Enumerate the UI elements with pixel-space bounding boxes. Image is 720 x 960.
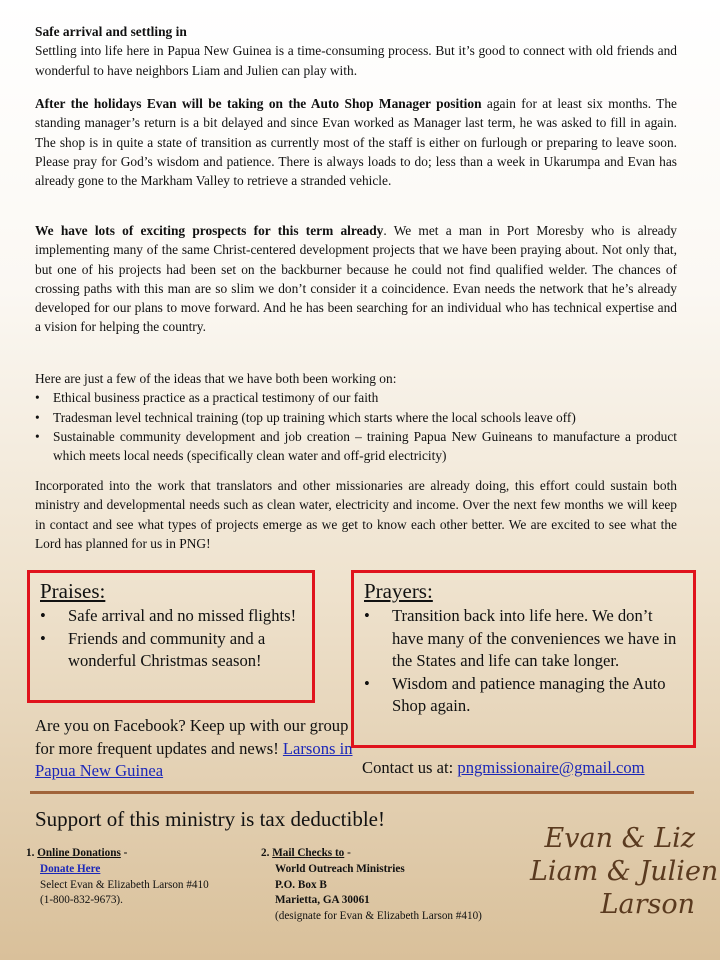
praises-title: Praises: xyxy=(40,579,106,603)
list-item: • Sustainable community development and job creation – training Papua New Guineans to manufacture a product which meets local needs (specifically clean water and off-grid electricity) xyxy=(35,427,677,466)
signature-line: Evan & Liz xyxy=(544,823,695,854)
support-heading: Support of this ministry is tax deductible! xyxy=(35,807,385,831)
section-ideas xyxy=(35,369,677,465)
mail-box: P.O. Box B xyxy=(275,878,327,891)
list-item: • Tradesman level technical training (top up training which starts where the local schools leave off) xyxy=(35,408,677,427)
facebook-callout xyxy=(35,715,355,783)
section-text: . We met a man in Port Moresby who is already implementing many of the same Christ-centered development projects that we have been praying about. Not only that, but one of his projects had been set on the backburner because he could not find qualified welder. The chances of crossing paths with this man are so slim we don’t consider it a coincidence. Evan needs the network that he’s already developed for our plans to move forward. And he has been searching for an individual who has technical expertise and a vision for helping the country. xyxy=(35,223,677,335)
donation-line: Select Evan & Elizabeth Larson #410 xyxy=(40,878,209,891)
list-item: • Ethical business practice as a practical testimony of our faith xyxy=(35,388,677,407)
prayers-box xyxy=(351,570,696,748)
mail-title: Mail Checks to xyxy=(272,847,345,859)
email-link[interactable]: pngmissionaire@gmail.com xyxy=(457,758,645,777)
list-item: • Transition back into life here. We don’t have many of the conveniences we have in the States and life can take longer. xyxy=(354,605,693,673)
mail-number: 2. xyxy=(261,847,270,859)
mail-designate: (designate for Evan & Elizabeth Larson #410) xyxy=(275,910,482,923)
donation-dash: - xyxy=(120,847,128,859)
prayers-list xyxy=(354,605,693,718)
donation-title: Online Donations xyxy=(37,847,121,859)
facebook-group-link[interactable]: Larsons in Papua New Guinea xyxy=(35,738,353,781)
section-text: Settling into life here in Papua New Guinea is a time-consuming process. But it’s good to connect with old friends and wonderful to have neighbors Liam and Julien can play with. xyxy=(35,43,677,78)
section-settling xyxy=(35,22,677,80)
prayers-title: Prayers: xyxy=(364,579,433,603)
praises-list xyxy=(30,605,312,673)
section-prospects xyxy=(35,221,677,337)
online-donations xyxy=(26,846,256,909)
section-lead: After the holidays Evan will be taking on the Auto Shop Manager position xyxy=(35,96,482,111)
mail-dash: - xyxy=(344,847,351,859)
list-item: • Friends and community and a wonderful Christmas season! xyxy=(30,628,312,673)
list-item: • Safe arrival and no missed flights! xyxy=(30,605,312,628)
section-closing: Incorporated into the work that translators and other missionaries are already doing, this effort could sustain both ministry and developmental needs such as clean water, electricity and income. Over the next few months we will keep in contact and see what types of projects emerge as we get to know each other better. We are excited to see what the Lord has planned for us in PNG! xyxy=(35,478,677,551)
mail-checks xyxy=(261,846,551,925)
ideas-list xyxy=(35,388,677,465)
contact-line xyxy=(362,757,645,779)
ideas-intro: Here are just a few of the ideas that we have both been working on: xyxy=(35,371,397,386)
list-item: • Wisdom and patience managing the Auto Shop again. xyxy=(354,673,693,718)
facebook-text: Are you on Facebook? Keep up with our group for more frequent updates and news! xyxy=(35,716,349,758)
praises-box xyxy=(27,570,315,703)
signature-line: Larson xyxy=(600,889,695,920)
mail-org: World Outreach Ministries xyxy=(275,862,405,875)
contact-label: Contact us at: xyxy=(362,758,458,777)
mail-city: Marietta, GA 30061 xyxy=(275,894,370,907)
section-heading: Safe arrival and settling in xyxy=(35,24,187,39)
section-lead: We have lots of exciting prospects for this term already xyxy=(35,223,384,238)
family-signature xyxy=(530,822,719,921)
donation-phone: (1-800-832-9673). xyxy=(40,894,123,907)
section-auto-shop xyxy=(35,94,677,190)
section-divider xyxy=(30,791,694,794)
section-text: again for at least six months. The standing manager’s return is a bit delayed and since Evan worked as Manager last term, he was asked to fill in again. The shop is in quite a state of transition as currently most of the staff is either on furlough or preparing to leave soon. Please pray for God’s wisdom and patience. There is always loads to do; less than a week in Ukarumpa and Evan has already gone to the Markham Valley to retrieve a stranded vehicle. xyxy=(35,96,677,189)
signature-line: Liam & Julien xyxy=(530,856,719,887)
donate-here-link[interactable]: Donate Here xyxy=(40,862,101,875)
donation-number: 1. xyxy=(26,847,35,859)
